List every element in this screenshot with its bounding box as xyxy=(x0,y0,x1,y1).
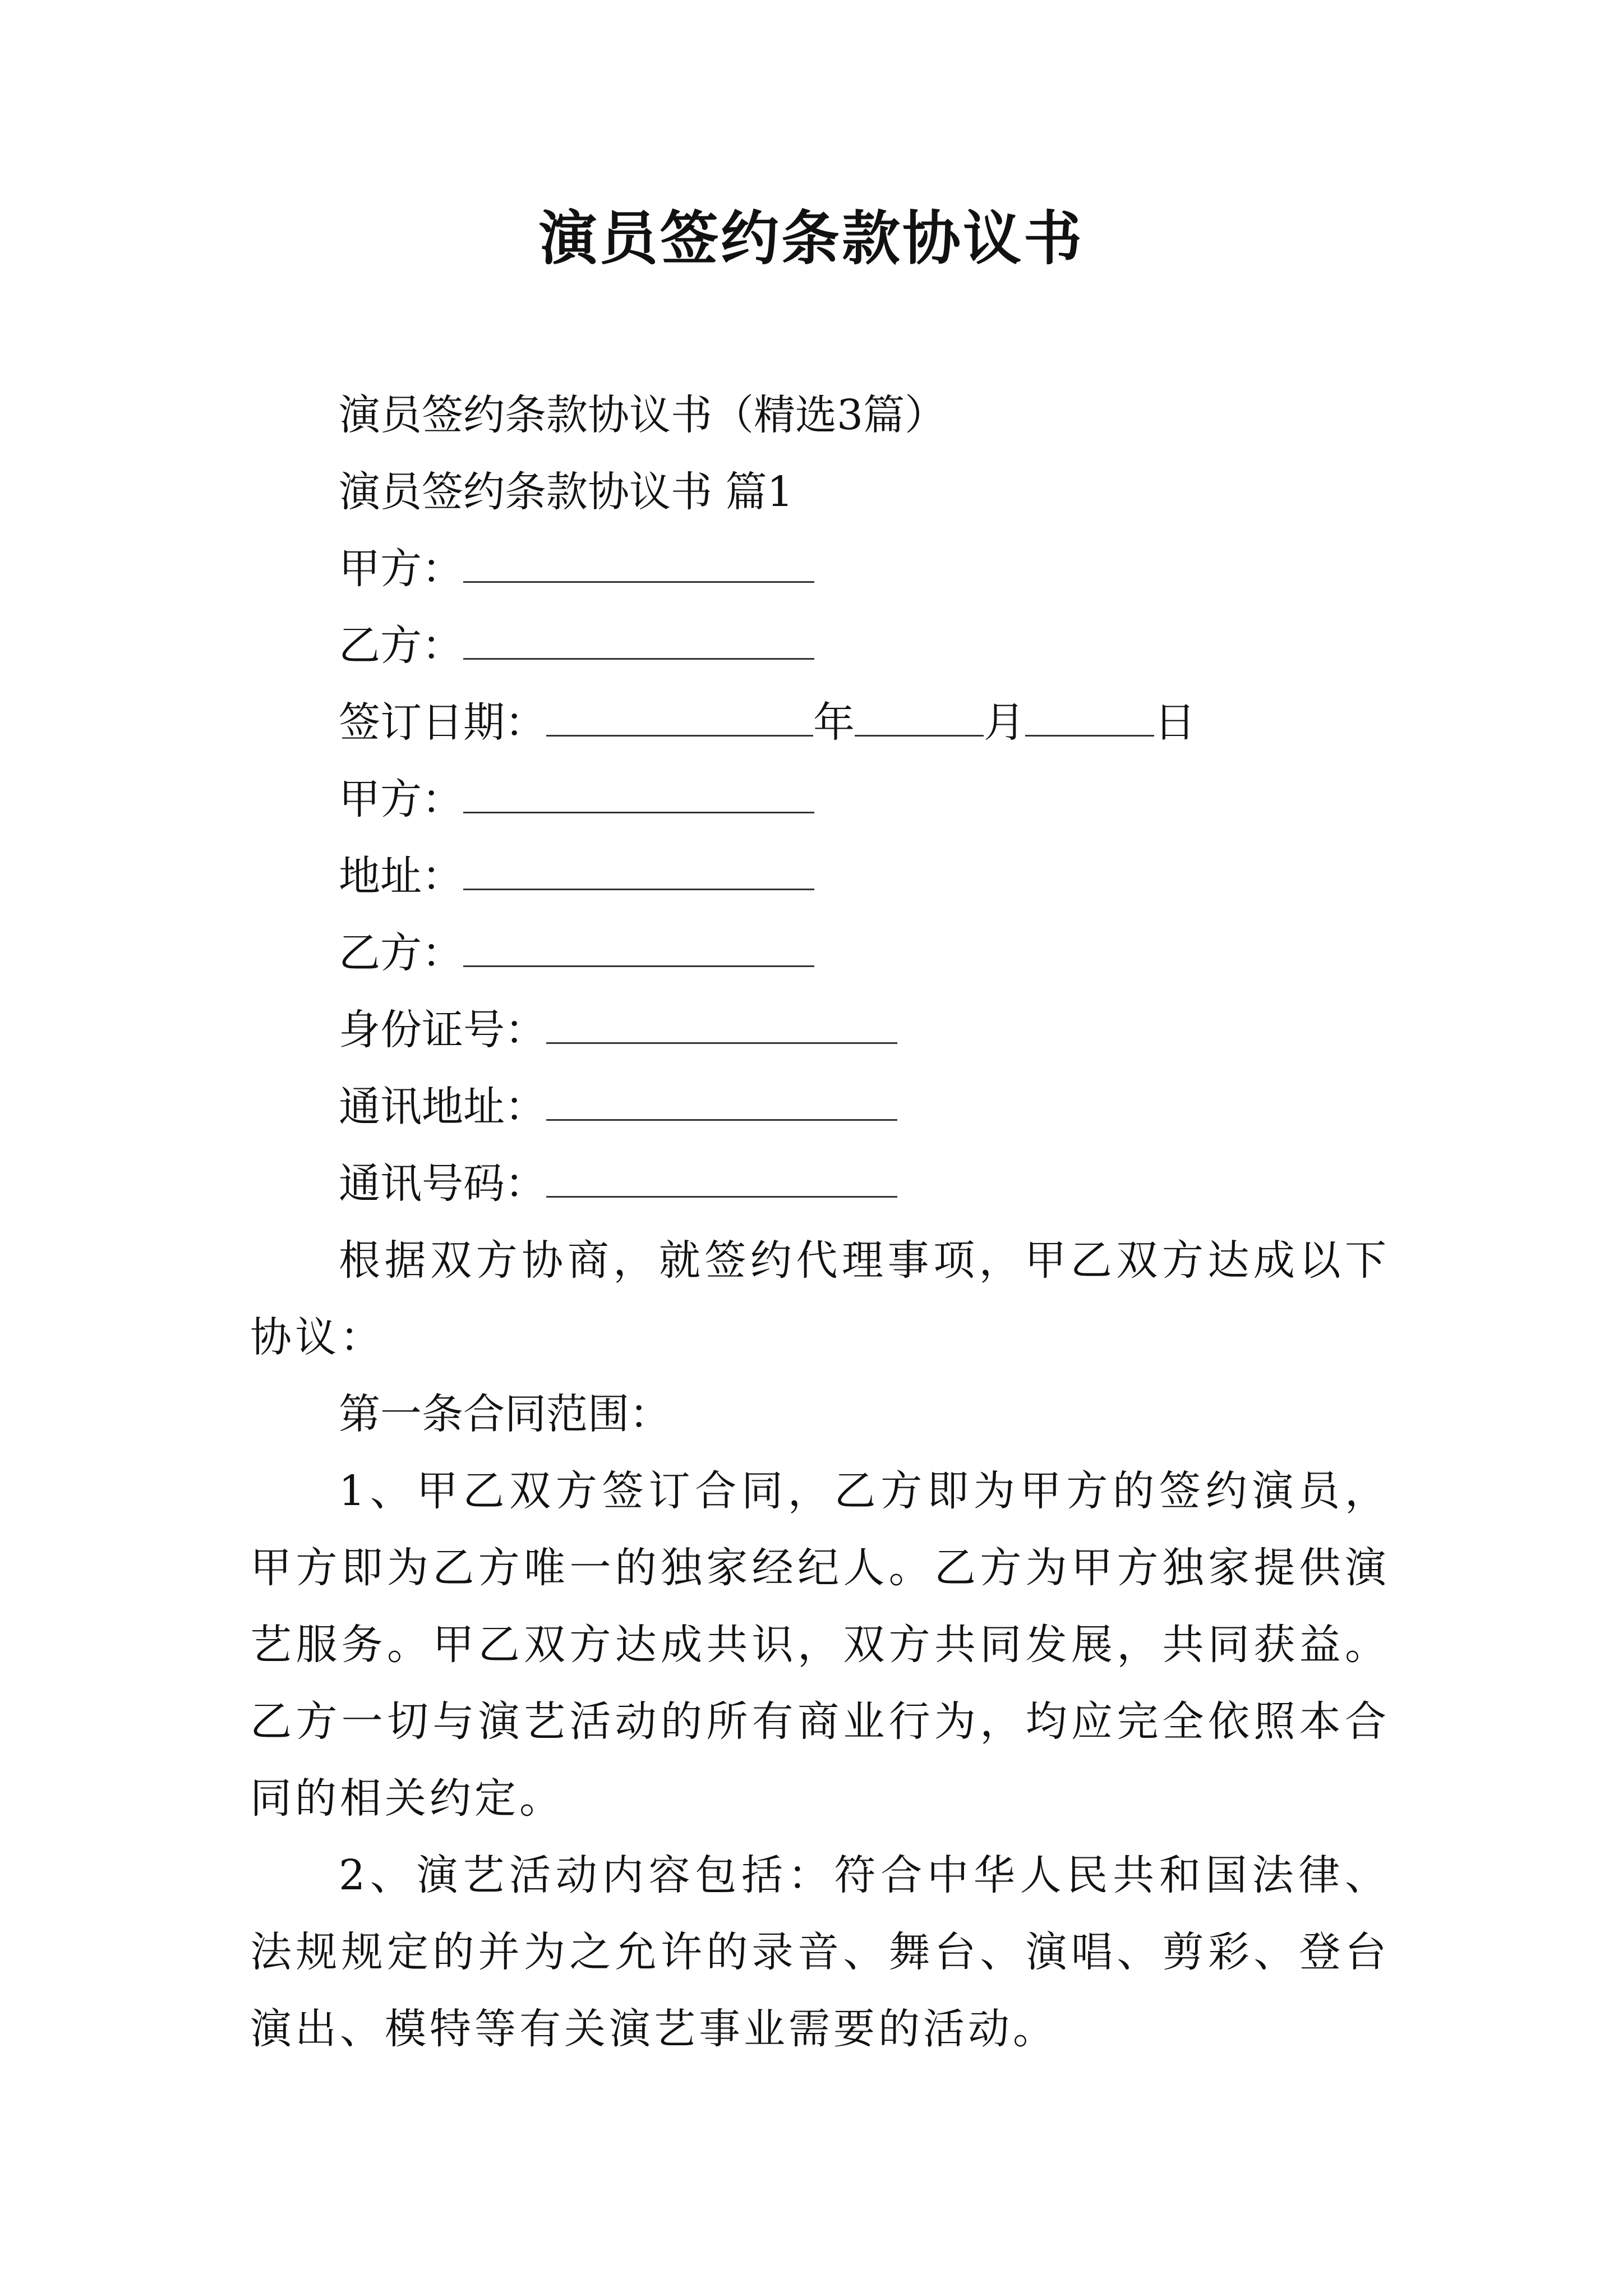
address-label: 地址： xyxy=(339,852,463,900)
party-b-field-2 xyxy=(250,915,1390,992)
day-label: 日 xyxy=(1154,698,1196,747)
subtitle: 演员签约条款协议书（精选3篇） xyxy=(339,391,947,439)
address-blank xyxy=(463,854,814,890)
year-label: 年 xyxy=(813,698,855,747)
party-b-label-2: 乙方： xyxy=(339,929,463,977)
sign-date-label: 签订日期： xyxy=(339,698,546,747)
clause-2-paragraph: 2、演艺活动内容包括：符合中华人民共和国法律、法规规定的并为之允许的录音、舞台、演唱、剪彩、登台演出、模特等有关演艺事业需要的活动。 xyxy=(250,1851,1390,2053)
party-b-blank-2 xyxy=(463,931,814,967)
address-field xyxy=(250,838,1390,915)
document-body xyxy=(250,377,1390,2068)
party-b-field-1 xyxy=(250,608,1390,684)
party-a-field-2 xyxy=(250,761,1390,838)
party-a-blank xyxy=(463,546,814,583)
party-b-label: 乙方： xyxy=(339,622,463,670)
year-blank xyxy=(546,700,813,737)
id-number-field xyxy=(250,992,1390,1069)
month-blank xyxy=(855,700,984,737)
party-a-label: 甲方： xyxy=(339,545,463,593)
day-blank xyxy=(1025,700,1154,737)
phone-field xyxy=(250,1145,1390,1222)
id-number-blank xyxy=(546,1007,897,1044)
party-a-blank-2 xyxy=(463,777,814,813)
mail-address-blank xyxy=(546,1084,897,1121)
article-1-heading: 第一条合同范围： xyxy=(339,1390,671,1438)
document-title: 演员签约条款协议书 xyxy=(538,204,1084,273)
party-a-field-1 xyxy=(250,531,1390,608)
phone-label: 通讯号码： xyxy=(339,1159,546,1208)
id-number-label: 身份证号： xyxy=(339,1006,546,1054)
party-b-blank xyxy=(463,623,814,660)
intro-paragraph: 根据双方协商，就签约代理事项，甲乙双方达成以下协议： xyxy=(250,1236,1390,1361)
mail-address-label: 通讯地址： xyxy=(339,1083,546,1131)
clause-1-paragraph: 1、甲乙双方签订合同，乙方即为甲方的签约演员，甲方即为乙方唯一的独家经纪人。乙方为甲方独家提供演艺服务。甲乙双方达成共识，双方共同发展，共同获益。乙方一切与演艺活动的所有商业行为，均应完全依照本合同的相关约定。 xyxy=(250,1467,1390,1823)
month-label: 月 xyxy=(984,698,1025,747)
party-a-label-2: 甲方： xyxy=(339,775,463,823)
sign-date-field xyxy=(250,684,1390,761)
section-heading: 演员签约条款协议书 篇1 xyxy=(339,468,794,516)
mail-address-field xyxy=(250,1069,1390,1145)
phone-blank xyxy=(546,1161,897,1198)
